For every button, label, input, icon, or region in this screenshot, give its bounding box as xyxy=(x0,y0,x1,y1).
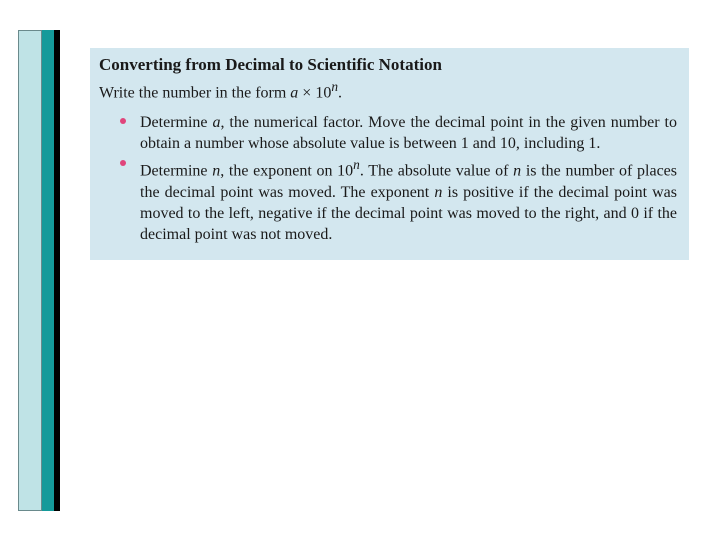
bullet-list xyxy=(99,112,677,244)
bullet-var: n xyxy=(513,162,522,180)
bullet-dot-icon xyxy=(120,160,126,166)
bullet-var: a xyxy=(212,114,221,132)
subtitle-suffix: . xyxy=(338,84,342,102)
box-title: Converting from Decimal to Scientific Notation xyxy=(99,55,442,74)
bullet-text: , the exponent on 10 xyxy=(220,162,354,180)
side-bar-black xyxy=(54,30,60,511)
bullet-var: n xyxy=(434,183,443,201)
definition-box xyxy=(90,48,689,260)
bullet-item xyxy=(99,112,677,154)
box-subtitle xyxy=(99,76,677,104)
bullet-text: is the number of places the decimal point was moved. The exponent xyxy=(140,162,678,201)
bullet-text: Determine xyxy=(140,114,213,132)
bullet-exp: n xyxy=(353,157,360,173)
bullet-text: Determine xyxy=(140,162,213,180)
bullet-item xyxy=(99,154,677,244)
side-bar-light xyxy=(18,30,42,511)
decorative-side-bars xyxy=(18,30,62,511)
bullet-dot-icon xyxy=(120,118,126,124)
bullet-text: is positive if the decimal point was moved to the left, negative if the decimal point was moved to the right, and 0 if the decimal point was not moved. xyxy=(140,183,677,243)
subtitle-times: × 10 xyxy=(298,84,332,102)
bullet-text: . The absolute value of xyxy=(359,162,514,180)
bullet-var: n xyxy=(212,162,221,180)
subtitle-var-a: a xyxy=(290,84,299,102)
bullet-text: , the numerical factor. Move the decimal point in the given number to obtain a number whose absolute value is between 1 and 10, including 1. xyxy=(140,114,677,153)
side-bar-teal xyxy=(42,30,54,511)
subtitle-exp-n: n xyxy=(331,79,338,94)
subtitle-prefix: Write the number in the form xyxy=(99,84,291,102)
